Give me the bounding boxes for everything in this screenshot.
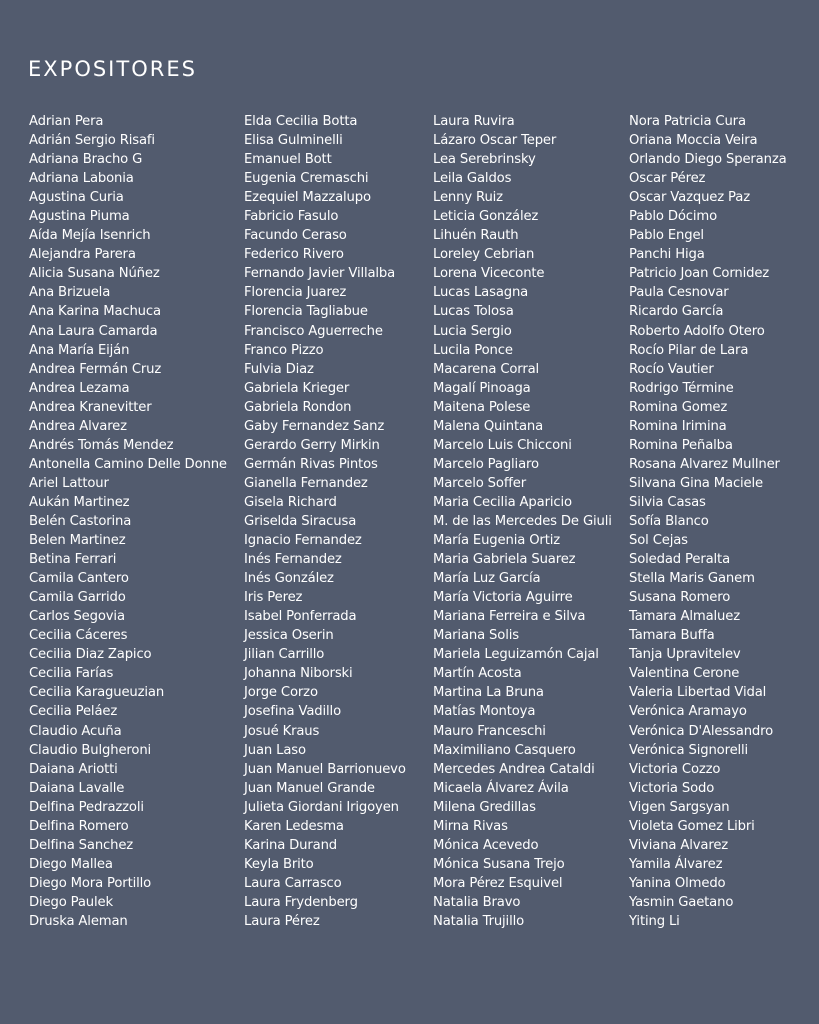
exhibitor-name: Gabriela Rondon <box>244 399 352 415</box>
exhibitor-name: Patricio Joan Cornidez <box>629 266 770 282</box>
exhibitor-name: Delfina Sanchez <box>29 837 134 853</box>
exhibitor-name: Isabel Ponferrada <box>244 609 357 625</box>
exhibitor-name: Romina Gomez <box>629 399 728 415</box>
name-column-2 <box>244 112 406 931</box>
exhibitor-name: Maximiliano Casquero <box>433 742 576 758</box>
exhibitor-name: Mariela Leguizamón Cajal <box>433 647 599 663</box>
exhibitor-name: Karina Durand <box>244 837 338 853</box>
exhibitor-name: Paula Cesnovar <box>629 285 729 301</box>
exhibitor-name: Ariel Lattour <box>29 475 109 491</box>
exhibitor-name: Claudio Acuña <box>29 723 122 739</box>
exhibitor-name: Romina Peñalba <box>629 437 733 453</box>
exhibitor-name: Andrea Lezama <box>29 380 130 396</box>
exhibitor-name: Jessica Oserin <box>244 628 334 644</box>
exhibitor-name: Silvia Casas <box>629 494 706 510</box>
exhibitor-name: Yanina Olmedo <box>629 875 726 891</box>
exhibitor-name: Adrián Sergio Risafi <box>29 133 155 149</box>
exhibitor-name: Germán Rivas Pintos <box>244 456 378 472</box>
exhibitor-name: Victoria Sodo <box>629 780 715 796</box>
exhibitor-name: Ricardo García <box>629 304 724 320</box>
exhibitor-name: Camila Cantero <box>29 571 129 587</box>
exhibitor-name: Belén Castorina <box>29 513 132 529</box>
exhibitor-name: M. de las Mercedes De Giuli <box>433 513 612 529</box>
exhibitor-name: María Eugenia Ortiz <box>433 533 560 549</box>
exhibitor-name: Lucia Sergio <box>433 323 512 339</box>
exhibitor-name: Tamara Almaluez <box>629 609 740 625</box>
page-title: EXPOSITORES <box>28 57 197 81</box>
exhibitor-name: Aukán Martinez <box>29 494 130 510</box>
exhibitor-name: Cecilia Peláez <box>29 704 118 720</box>
exhibitor-name: Carlos Segovia <box>29 609 125 625</box>
exhibitor-name: Lenny Ruiz <box>433 190 503 206</box>
exhibitor-name: Violeta Gomez Libri <box>629 818 755 834</box>
exhibitor-name: Stella Maris Ganem <box>629 571 755 587</box>
exhibitor-name: Mónica Susana Trejo <box>433 856 565 872</box>
exhibitor-name: Marcelo Luis Chicconi <box>433 437 572 453</box>
exhibitor-name: María Luz García <box>433 571 541 587</box>
exhibitor-name: Silvana Gina Maciele <box>629 475 763 491</box>
exhibitor-name: Mariana Ferreira e Silva <box>433 609 586 625</box>
exhibitor-name: Lucas Lasagna <box>433 285 529 301</box>
exhibitor-name: Rosana Alvarez Mullner <box>629 456 780 472</box>
exhibitor-name: Martín Acosta <box>433 666 522 682</box>
exhibitor-name: Facundo Ceraso <box>244 228 347 244</box>
exhibitor-name: Romina Irimina <box>629 418 727 434</box>
exhibitor-name: Agustina Piuma <box>29 209 130 225</box>
exhibitor-name: Elisa Gulminelli <box>244 133 343 149</box>
exhibitor-name: Mónica Acevedo <box>433 837 539 853</box>
exhibitor-name: Macarena Corral <box>433 361 540 377</box>
exhibitor-name: Lucas Tolosa <box>433 304 514 320</box>
exhibitor-name: Oriana Moccia Veira <box>629 133 758 149</box>
exhibitor-name: Leticia González <box>433 209 539 225</box>
exhibitor-name: Valeria Libertad Vidal <box>629 685 767 701</box>
name-column-1 <box>29 112 227 931</box>
exhibitor-name: María Victoria Aguirre <box>433 590 573 606</box>
exhibitor-name: Fulvia Diaz <box>244 361 314 377</box>
exhibitor-name: Sofía Blanco <box>629 513 709 529</box>
exhibitor-name: Maitena Polese <box>433 399 531 415</box>
exhibitor-name: Gerardo Gerry Mirkin <box>244 437 380 453</box>
exhibitor-name: Mora Pérez Esquivel <box>433 875 563 891</box>
exhibitor-name: Viviana Alvarez <box>629 837 729 853</box>
exhibitor-name: Jorge Corzo <box>244 685 318 701</box>
exhibitor-name: Matías Montoya <box>433 704 536 720</box>
exhibitor-name: Aída Mejía Isenrich <box>29 228 151 244</box>
exhibitor-name: Andrea Kranevitter <box>29 399 152 415</box>
exhibitor-name: Alejandra Parera <box>29 247 136 263</box>
exhibitor-name: Mirna Rivas <box>433 818 508 834</box>
exhibitor-name: Florencia Juarez <box>244 285 347 301</box>
exhibitor-name: Lihuén Rauth <box>433 228 519 244</box>
exhibitor-name: Yamila Álvarez <box>629 856 723 872</box>
exhibitor-name: Magalí Pinoaga <box>433 380 531 396</box>
exhibitor-name: Gabriela Krieger <box>244 380 350 396</box>
exhibitor-name: Druska Aleman <box>29 913 128 929</box>
exhibitor-name: Fabricio Fasulo <box>244 209 339 225</box>
name-column-4 <box>629 112 787 931</box>
exhibitor-name: Belen Martinez <box>29 533 126 549</box>
exhibitor-name: Vigen Sargsyan <box>629 799 730 815</box>
exhibitor-name: Lázaro Oscar Teper <box>433 133 557 149</box>
exhibitor-name: Verónica Aramayo <box>629 704 747 720</box>
exhibitor-name: Johanna Niborski <box>244 666 353 682</box>
exhibitor-name: Claudio Bulgheroni <box>29 742 152 758</box>
exhibitor-name: Valentina Cerone <box>629 666 740 682</box>
exhibitor-name: Tanja Upravitelev <box>629 647 741 663</box>
exhibitor-name: Jilian Carrillo <box>244 647 325 663</box>
exhibitor-name: Diego Mora Portillo <box>29 875 152 891</box>
exhibitor-name: Franco Pizzo <box>244 342 324 358</box>
exhibitor-name: Maria Gabriela Suarez <box>433 552 576 568</box>
exhibitor-name: Pablo Engel <box>629 228 704 244</box>
exhibitor-name: Natalia Trujillo <box>433 913 525 929</box>
exhibitor-name: Agustina Curia <box>29 190 124 206</box>
exhibitor-name: Andrés Tomás Mendez <box>29 437 174 453</box>
exhibitor-name: Florencia Tagliabue <box>244 304 368 320</box>
exhibitor-name: Cecilia Karagueuzian <box>29 685 165 701</box>
exhibitor-name: Cecilia Cáceres <box>29 628 128 644</box>
exhibitor-name: Verónica D'Alessandro <box>629 723 774 739</box>
exhibitor-name: Soledad Peralta <box>629 552 730 568</box>
exhibitor-name: Diego Mallea <box>29 856 113 872</box>
exhibitor-name: Ana Karina Machuca <box>29 304 161 320</box>
exhibitor-name: Karen Ledesma <box>244 818 344 834</box>
exhibitor-name: Josué Kraus <box>244 723 320 739</box>
exhibitor-name: Yiting Li <box>629 913 680 929</box>
name-column-3 <box>433 112 612 931</box>
exhibitor-name: Daiana Ariotti <box>29 761 118 777</box>
exhibitor-name: Cecilia Farías <box>29 666 114 682</box>
exhibitor-name: Victoria Cozzo <box>629 761 721 777</box>
exhibitor-name: Leila Galdos <box>433 171 512 187</box>
exhibitor-name: Sol Cejas <box>629 533 688 549</box>
exhibitor-name: Camila Garrido <box>29 590 126 606</box>
exhibitor-name: Lucila Ponce <box>433 342 513 358</box>
exhibitor-name: Martina La Bruna <box>433 685 544 701</box>
exhibitor-name: Nora Patricia Cura <box>629 114 746 129</box>
exhibitor-name: Juan Manuel Barrionuevo <box>244 761 406 777</box>
exhibitor-name: Rocío Pilar de Lara <box>629 342 749 358</box>
exhibitor-name: Gianella Fernandez <box>244 475 368 491</box>
exhibitor-name: Griselda Siracusa <box>244 513 357 529</box>
exhibitor-name: Mariana Solis <box>433 628 519 644</box>
exhibitor-name: Fernando Javier Villalba <box>244 266 396 282</box>
exhibitor-name: Julieta Giordani Irigoyen <box>244 799 399 815</box>
exhibitor-name: Oscar Pérez <box>629 171 706 187</box>
exhibitor-name: Tamara Buffa <box>629 628 715 644</box>
exhibitor-name: Milena Gredillas <box>433 799 536 815</box>
exhibitor-name: Gaby Fernandez Sanz <box>244 418 385 434</box>
exhibitor-name: Marcelo Pagliaro <box>433 456 539 472</box>
exhibitor-name: Elda Cecilia Botta <box>244 114 358 129</box>
exhibitor-name: Adriana Bracho G <box>29 152 143 168</box>
exhibitor-name: Keyla Brito <box>244 856 314 872</box>
exhibitor-name: Loreley Cebrian <box>433 247 535 263</box>
exhibitor-name: Oscar Vazquez Paz <box>629 190 750 206</box>
exhibitor-name: Betina Ferrari <box>29 552 117 568</box>
exhibitor-name: Delfina Pedrazzoli <box>29 799 144 815</box>
exhibitor-name: Micaela Álvarez Ávila <box>433 780 569 796</box>
exhibitor-name: Orlando Diego Speranza <box>629 152 787 168</box>
exhibitor-name: Josefina Vadillo <box>244 704 341 720</box>
exhibitor-name: Federico Rivero <box>244 247 344 263</box>
exhibitor-name: Rodrigo Términe <box>629 380 734 396</box>
exhibitor-name: Antonella Camino Delle Donne <box>29 456 227 472</box>
exhibitor-name: Francisco Aguerreche <box>244 323 383 339</box>
exhibitor-name: Ana Brizuela <box>29 285 111 301</box>
exhibitor-name: Juan Manuel Grande <box>244 780 375 796</box>
exhibitor-name: Ana María Eiján <box>29 342 130 358</box>
exhibitor-name: Roberto Adolfo Otero <box>629 323 765 339</box>
exhibitor-name: Diego Paulek <box>29 894 113 910</box>
exhibitor-name: Daiana Lavalle <box>29 780 125 796</box>
exhibitor-name: Susana Romero <box>629 590 731 606</box>
exhibitor-name: Ignacio Fernandez <box>244 533 362 549</box>
exhibitor-name: Adriana Labonia <box>29 171 134 187</box>
exhibitor-name: Eugenia Cremaschi <box>244 171 369 187</box>
exhibitor-name: Laura Pérez <box>244 913 320 929</box>
exhibitor-name: Lorena Viceconte <box>433 266 545 282</box>
exhibitor-name: Yasmin Gaetano <box>629 894 734 910</box>
exhibitor-name: Delfina Romero <box>29 818 129 834</box>
exhibitor-name: Gisela Richard <box>244 494 337 510</box>
exhibitor-name: Laura Carrasco <box>244 875 342 891</box>
exhibitor-name: Panchi Higa <box>629 247 705 263</box>
exhibitor-name: Cecilia Diaz Zapico <box>29 647 152 663</box>
exhibitor-name: Laura Ruvira <box>433 114 515 129</box>
exhibitor-name: Ezequiel Mazzalupo <box>244 190 371 206</box>
exhibitor-name: Andrea Alvarez <box>29 418 127 434</box>
exhibitor-name: Inés González <box>244 571 334 587</box>
exhibitor-name: Malena Quintana <box>433 418 544 434</box>
exhibitor-name: Andrea Fermán Cruz <box>29 361 162 377</box>
exhibitor-name: Ana Laura Camarda <box>29 323 158 339</box>
exhibitor-name: Pablo Dócimo <box>629 209 717 225</box>
exhibitor-name: Mauro Franceschi <box>433 723 546 739</box>
exhibitor-name: Mercedes Andrea Cataldi <box>433 761 595 777</box>
exhibitor-name: Natalia Bravo <box>433 894 521 910</box>
exhibitor-name: Lea Serebrinsky <box>433 152 536 168</box>
exhibitor-name: Iris Perez <box>244 590 303 606</box>
exhibitor-name: Adrian Pera <box>29 114 104 129</box>
exhibitor-name: Verónica Signorelli <box>629 742 749 758</box>
exhibitor-name: Juan Laso <box>244 742 306 758</box>
exhibitor-name: Maria Cecilia Aparicio <box>433 494 572 510</box>
exhibitor-name: Emanuel Bott <box>244 152 332 168</box>
exhibitor-name: Marcelo Soffer <box>433 475 527 491</box>
exhibitor-name: Rocío Vautier <box>629 361 714 377</box>
exhibitor-name: Inés Fernandez <box>244 552 342 568</box>
exhibitor-name: Alicia Susana Núñez <box>29 266 160 282</box>
exhibitor-name: Laura Frydenberg <box>244 894 358 910</box>
